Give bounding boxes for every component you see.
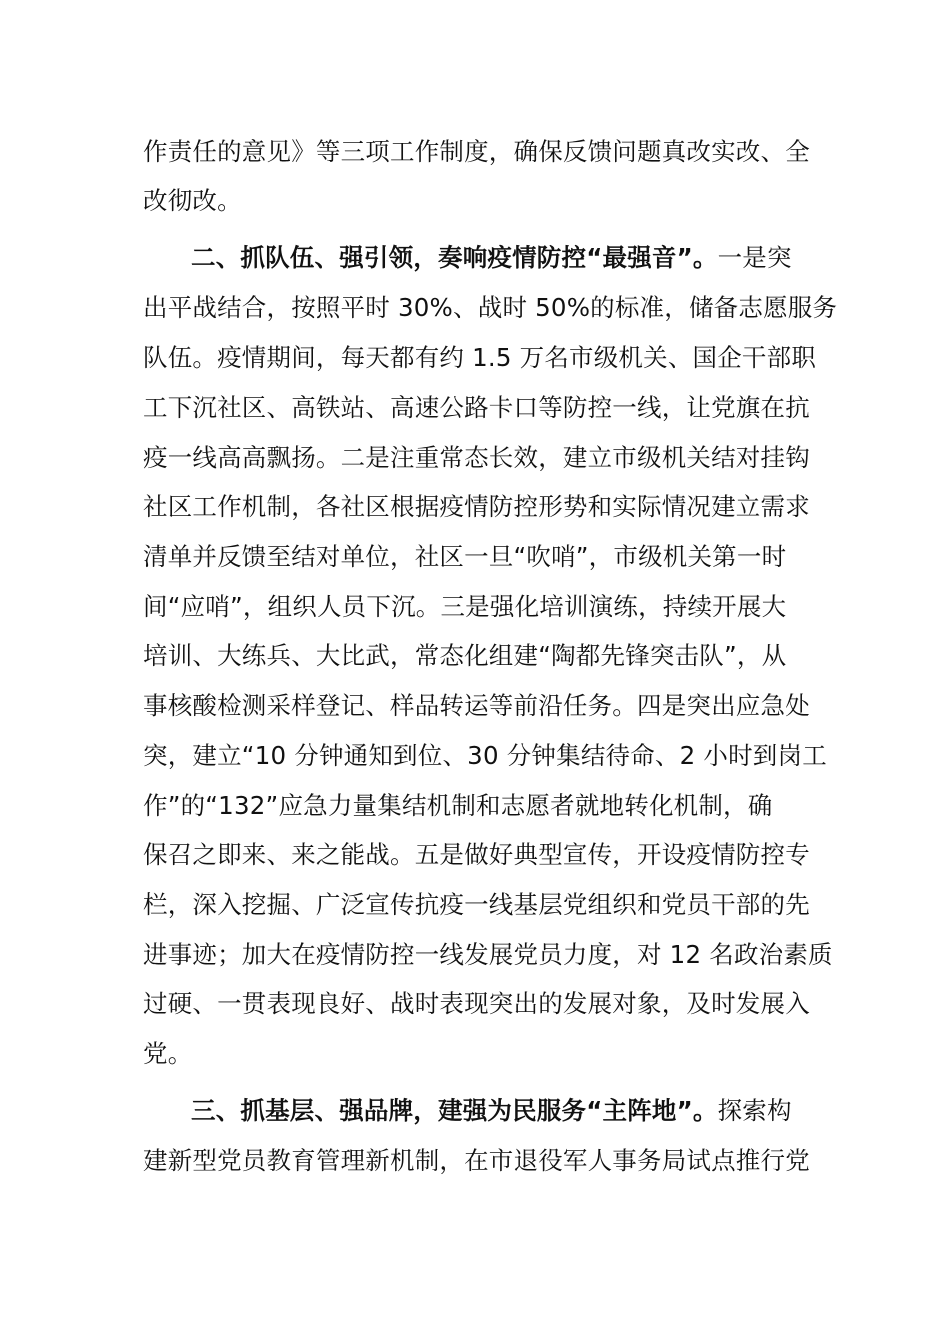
line-text: 过硬、一贯表现良好、战时表现突出的发展对象，及时发展入 bbox=[143, 989, 810, 1018]
body-line bbox=[143, 790, 772, 822]
body-line bbox=[143, 1145, 810, 1177]
body-line bbox=[143, 640, 786, 672]
body-line bbox=[143, 988, 810, 1020]
line-text: 改彻改。 bbox=[143, 186, 242, 215]
line-text: 突，建立“10 分钟通知到位、30 分钟集结待命、2 小时到岗工 bbox=[143, 741, 827, 770]
body-line bbox=[143, 690, 810, 722]
line-text: 出平战结合，按照平时 30%、战时 50%的标准，储备志愿服务 bbox=[143, 293, 838, 322]
section-heading: 二、抓队伍、强引领，奏响疫情防控“最强音”。 bbox=[191, 243, 718, 272]
line-text: 一是突 bbox=[717, 243, 792, 272]
line-text: 间“应哨”，组织人员下沉。三是强化培训演练，持续开展大 bbox=[143, 592, 787, 621]
line-text: 进事迹；加大在疫情防控一线发展党员力度，对 12 名政治素质 bbox=[143, 940, 833, 969]
body-line bbox=[143, 292, 837, 324]
body-line bbox=[143, 185, 242, 217]
line-text: 作责任的意见》等三项工作制度，确保反馈问题真改实改、全 bbox=[143, 137, 810, 166]
line-text: 清单并反馈至结对单位，社区一旦“吹哨”，市级机关第一时 bbox=[143, 542, 787, 571]
body-line bbox=[143, 740, 827, 772]
section-heading-line bbox=[191, 1095, 792, 1127]
line-text: 疫一线高高飘扬。二是注重常态长效，建立市级机关结对挂钩 bbox=[143, 443, 810, 472]
body-line bbox=[143, 136, 810, 168]
body-line bbox=[143, 342, 816, 374]
body-line bbox=[143, 392, 810, 424]
line-text: 事核酸检测采样登记、样品转运等前沿任务。四是突出应急处 bbox=[143, 691, 810, 720]
line-text: 培训、大练兵、大比武，常态化组建“陶都先锋突击队”，从 bbox=[143, 641, 787, 670]
line-text: 社区工作机制，各社区根据疫情防控形势和实际情况建立需求 bbox=[143, 492, 810, 521]
line-text: 探索构 bbox=[717, 1096, 792, 1125]
body-line bbox=[143, 541, 786, 573]
section-heading-line bbox=[191, 242, 792, 274]
line-text: 建新型党员教育管理新机制，在市退役军人事务局试点推行党 bbox=[143, 1146, 810, 1175]
line-text: 工下沉社区、高铁站、高速公路卡口等防控一线，让党旗在抗 bbox=[143, 393, 810, 422]
line-text: 栏，深入挖掘、广泛宣传抗疫一线基层党组织和党员干部的先 bbox=[143, 890, 810, 919]
body-line bbox=[143, 1038, 192, 1070]
body-line bbox=[143, 839, 810, 871]
line-text: 作”的“132”应急力量集结机制和志愿者就地转化机制，确 bbox=[143, 791, 773, 820]
section-heading: 三、抓基层、强品牌，建强为民服务“主阵地”。 bbox=[191, 1096, 718, 1125]
line-text: 保召之即来、来之能战。五是做好典型宣传，开设疫情防控专 bbox=[143, 840, 810, 869]
body-line bbox=[143, 491, 810, 523]
body-line bbox=[143, 591, 786, 623]
body-line bbox=[143, 442, 810, 474]
body-line bbox=[143, 939, 833, 971]
line-text: 党。 bbox=[143, 1039, 193, 1068]
body-line bbox=[143, 889, 810, 921]
line-text: 队伍。疫情期间，每天都有约 1.5 万名市级机关、国企干部职 bbox=[143, 343, 817, 372]
